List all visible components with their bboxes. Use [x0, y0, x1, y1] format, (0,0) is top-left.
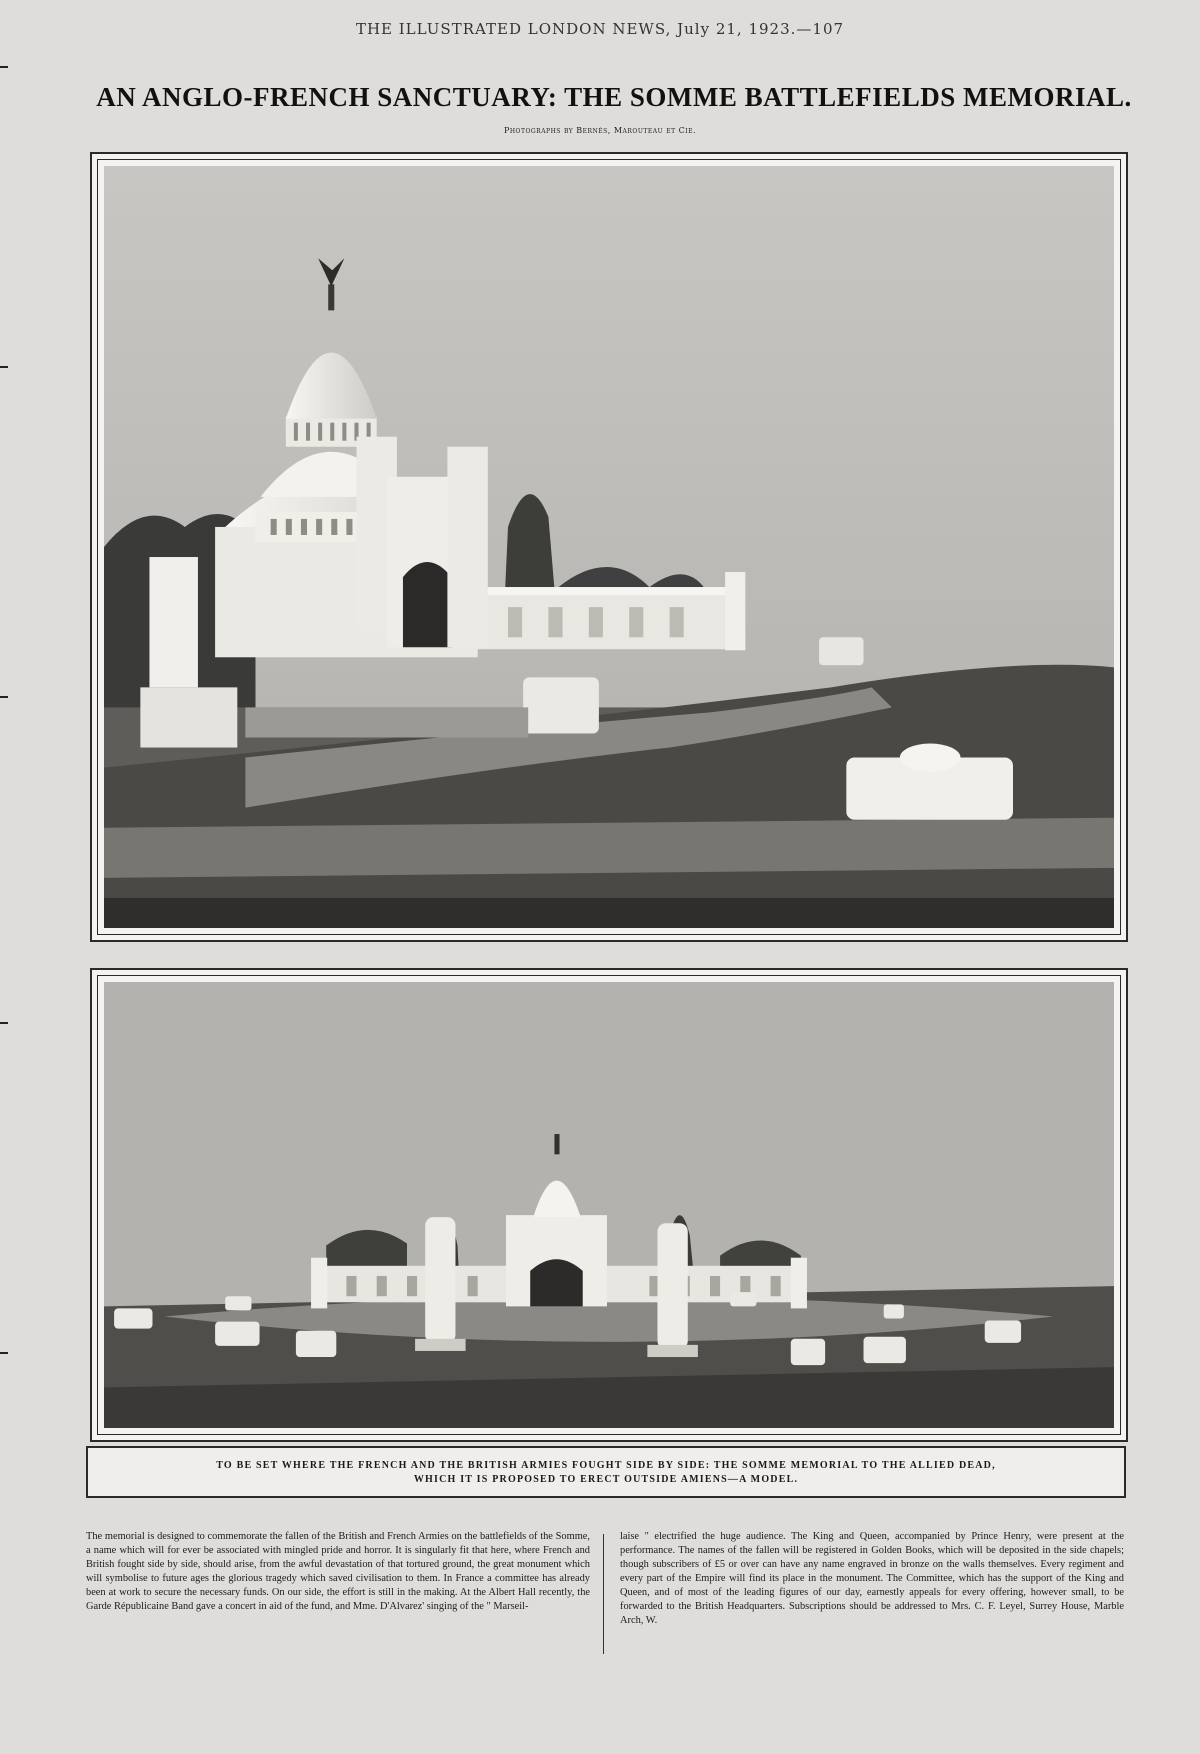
photo-caption — [86, 1446, 1126, 1498]
caption-line-2: WHICH IT IS PROPOSED TO ERECT OUTSIDE AMIENS—A MODEL. — [413, 1474, 799, 1485]
memorial-photo-closeup — [104, 166, 1114, 928]
edge-mark — [0, 66, 8, 68]
edge-mark — [0, 1352, 8, 1354]
bottom-photo-frame — [90, 968, 1128, 1442]
column-divider — [603, 1534, 604, 1654]
caption-line-1: TO BE SET WHERE THE FRENCH AND THE BRITISH ARMIES FOUGHT SIDE BY SIDE: THE SOMME MEMORIAL TO THE ALLIED DEAD, — [216, 1460, 996, 1471]
article-column-left: The memorial is designed to commemorate the fallen of the British and French Armies on the battlefields of the Somme, a name which will for ever be associated with mingled pride and horror. It is singularly fit that here, where French and British fought side by side, should arise, from the awful devastation of that tortured ground, the great monument which will symbolise to future ages the glorious tragedy which saved civilisation to them. In France a committee has already been at work to secure the necessary funds. On our side, the effort is still in the making. At the Albert Hall recently, the Garde Républicaine Band gave a concert in aid of the fund, and Mme. D'Alvarez' singing of the " Marseil- — [86, 1531, 590, 1612]
edge-mark — [0, 366, 8, 368]
article-column-right: laise " electrified the huge audience. The King and Queen, accompanied by Prince Henry, were present at the performance. The names of the fallen will be registered in Golden Books, which will be deposited in the side chapels; though subscribers of £5 or over can have any name engraved in bronze on the walls themselves. Every regiment and every part of the Empire will find its place in the monument. The Committee, which has the support of the King and Queen, and of most of the leading figures of our day, earnestly appeals for every offering, however small, to be forwarded to the British Headquarters. Subscriptions should be addressed to Mrs. C. F. Leyel, Surrey House, Marble Arch, W. — [620, 1531, 1124, 1626]
page-title: AN ANGLO-FRENCH SANCTUARY: THE SOMME BATTLEFIELDS MEMORIAL. — [96, 82, 1132, 112]
edge-mark — [0, 1022, 8, 1024]
masthead: THE ILLUSTRATED LONDON NEWS, July 21, 1923.—107 — [355, 20, 845, 38]
memorial-model-photo — [104, 982, 1114, 1428]
top-photo-frame — [90, 152, 1128, 942]
edge-mark — [0, 696, 8, 698]
photo-credit: Photographs by Bernès, Marouteau et Cie. — [503, 126, 697, 135]
